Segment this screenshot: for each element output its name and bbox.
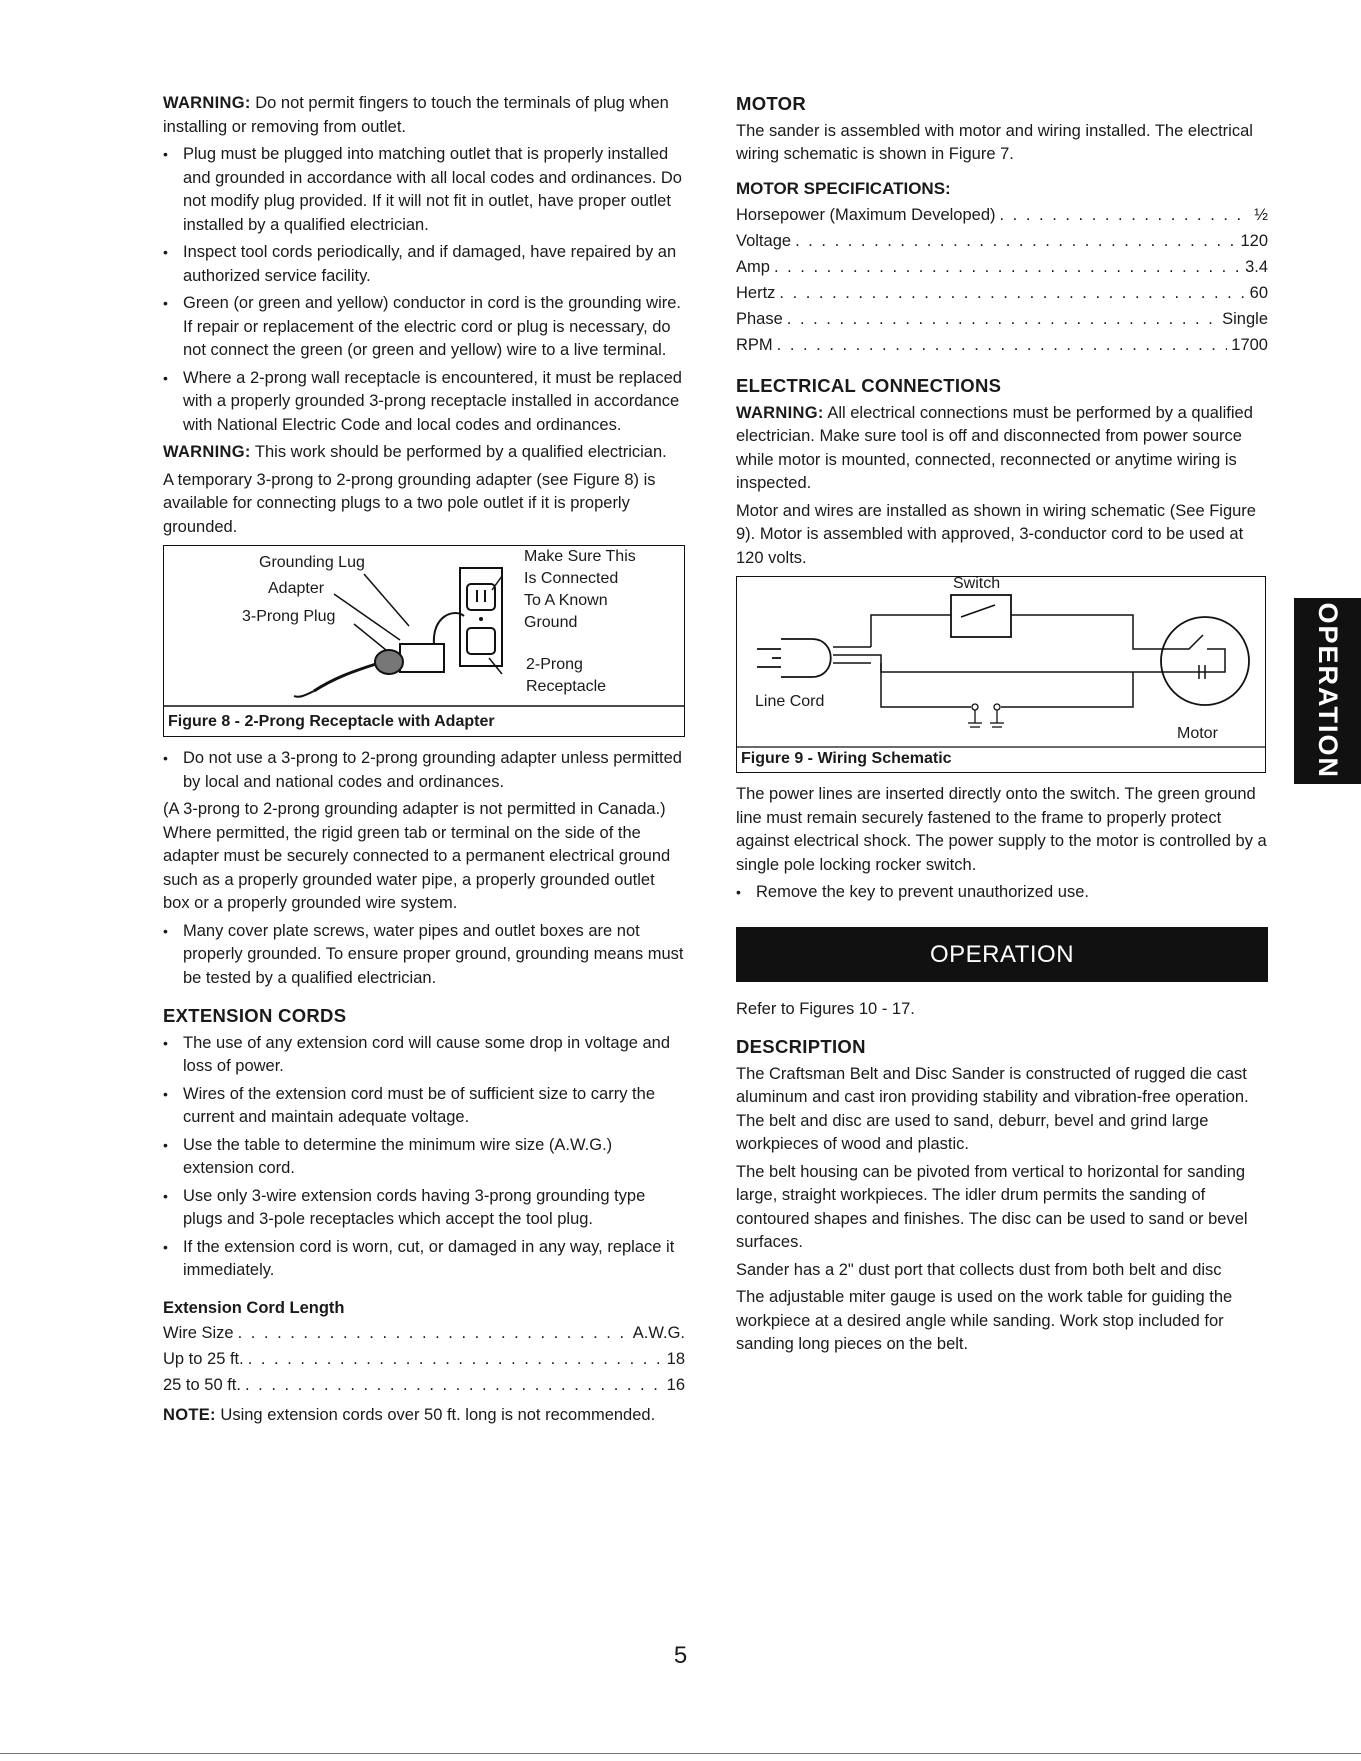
list-item: • Use the table to determine the minimum wire size (A.W.G.) extension cord. xyxy=(163,1134,685,1181)
row-value: A.W.G. xyxy=(632,1324,685,1342)
table-row xyxy=(736,282,1268,308)
row-label: Hertz xyxy=(736,284,776,302)
wiring-paragraph: Motor and wires are installed as shown in wiring schematic (See Figure 9). Motor is assembled with approved, 3-conductor cord to be used at 120 volts. xyxy=(736,501,1256,567)
warning-electrician xyxy=(163,441,685,465)
note-paragraph xyxy=(163,1404,685,1428)
table-row xyxy=(163,1348,685,1374)
label-receptacle: Receptacle xyxy=(526,678,607,695)
note-text: Using extension cords over 50 ft. long is not recommended. xyxy=(215,1406,656,1424)
list-item: • Do not use a 3-prong to 2-prong grounding adapter unless permitted by local and national codes and ordinances. xyxy=(163,747,685,794)
row-value: 18 xyxy=(666,1350,685,1368)
electrical-warning xyxy=(736,402,1268,496)
operation-side-tab xyxy=(1294,598,1361,784)
row-label: Up to 25 ft. xyxy=(163,1350,244,1368)
label-motor: Motor xyxy=(1177,725,1218,742)
table-row xyxy=(163,1374,685,1400)
description-paragraph: The Craftsman Belt and Disc Sander is constructed of rugged die cast aluminum and cast iron providing stability and vibration-free operation. The belt and disc are used to sand, deburr, bevel and grind large workpieces of wood and plastic. xyxy=(736,1064,1249,1153)
label-switch: Switch xyxy=(953,575,1001,592)
description-paragraph: The belt housing can be pivoted from vertical to horizontal for sanding large, straight workpieces. The idler drum permits the sanding of contoured shapes and finishes. The disc can be used to sand or bevel surfaces. xyxy=(736,1162,1248,1251)
grounding-test-bullets xyxy=(163,920,685,991)
label-2-prong: 2-Prong xyxy=(526,656,583,673)
row-value: 3.4 xyxy=(1245,258,1268,276)
key-bullets xyxy=(736,881,1268,905)
list-item: • Inspect tool cords periodically, and if damaged, have repaired by an authorized service facility. xyxy=(163,241,685,288)
list-item: • Remove the key to prevent unauthorized use. xyxy=(736,881,1268,905)
page-number: 5 xyxy=(673,1642,688,1669)
warning-label: WARNING: xyxy=(736,403,824,422)
row-label: 25 to 50 ft. xyxy=(163,1376,241,1394)
table-row xyxy=(736,334,1268,360)
row-value: ½ xyxy=(1254,206,1268,224)
list-item: • Where a 2-prong wall receptacle is encountered, it must be replaced with a properly grounded 3-prong receptacle installed in accordance with National Electric Code and local codes and ordinances. xyxy=(163,367,685,438)
description-heading: DESCRIPTION xyxy=(736,1036,866,1057)
warning-text: Do not permit fingers to touch the terminals of plug when installing or removing from outlet. xyxy=(163,94,669,136)
label-make-sure-4: Ground xyxy=(524,614,578,631)
bottom-rule xyxy=(0,1753,1361,1754)
adapter-bullets xyxy=(163,747,685,794)
figure-9-caption: Figure 9 - Wiring Schematic xyxy=(741,750,952,767)
row-value: 120 xyxy=(1240,232,1268,250)
figure-8 xyxy=(163,545,685,737)
electrical-connections-heading: ELECTRICAL CONNECTIONS xyxy=(736,375,1002,396)
description-paragraph: The adjustable miter gauge is used on the work table for guiding the workpiece at a desired angle while sanding. Work stop included for sanding long pieces on the belt. xyxy=(736,1288,1233,1353)
extension-table-heading: Extension Cord Length xyxy=(163,1298,345,1317)
canada-paragraph: (A 3-prong to 2-prong grounding adapter is not permitted in Canada.) Where permitted, the rigid green tab or terminal on the side of the adapter must be securely connected to a permanent electrical ground such as a properly grounded water pipe, a properly grounded outlet box or a properly grounded wire system. xyxy=(163,800,671,912)
table-row xyxy=(163,1322,685,1348)
list-item: • If the extension cord is worn, cut, or damaged in any way, replace it immediately. xyxy=(163,1236,685,1283)
table-row xyxy=(736,308,1268,334)
row-value: Single xyxy=(1222,310,1268,328)
motor-paragraph: The sander is assembled with motor and wiring installed. The electrical wiring schematic is shown in Figure 7. xyxy=(736,121,1253,163)
table-row xyxy=(736,204,1268,230)
extension-bullets xyxy=(163,1032,685,1283)
motor-specs-heading: MOTOR SPECIFICATIONS: xyxy=(736,178,951,198)
row-value: 60 xyxy=(1249,284,1268,302)
list-item: • The use of any extension cord will cause some drop in voltage and loss of power. xyxy=(163,1032,685,1079)
figure-8-caption: Figure 8 - 2-Prong Receptacle with Adapter xyxy=(168,713,495,730)
label-make-sure-2: Is Connected xyxy=(524,570,619,587)
warning-plug xyxy=(163,92,685,139)
adapter-paragraph: A temporary 3-prong to 2-prong grounding adapter (see Figure 8) is available for connecting plugs to a two pole outlet if it is properly grounded. xyxy=(163,470,656,536)
row-value: 1700 xyxy=(1231,336,1268,354)
label-adapter: Adapter xyxy=(268,580,325,597)
list-item: • Many cover plate screws, water pipes and outlet boxes are not properly grounded. To ensure proper ground, grounding means must be tested by a qualified electrician. xyxy=(163,920,685,991)
power-paragraph: The power lines are inserted directly onto the switch. The green ground line must remain securely fastened to the frame to properly protect against electrical shock. The power supply to the motor is controlled by a single pole locking rocker switch. xyxy=(736,785,1267,874)
motor-specs-table xyxy=(736,204,1268,360)
operation-banner: OPERATION xyxy=(736,927,1268,982)
row-label: RPM xyxy=(736,336,773,354)
list-item: • Use only 3-wire extension cords having 3-prong grounding type plugs and 3-pole receptacles which accept the tool plug. xyxy=(163,1185,685,1232)
row-value: 16 xyxy=(666,1376,685,1394)
warning-label: WARNING: xyxy=(163,94,251,112)
table-row xyxy=(736,230,1268,256)
motor-heading: MOTOR xyxy=(736,93,807,114)
row-label: Voltage xyxy=(736,232,792,250)
left-column xyxy=(163,92,685,1432)
list-item: • Wires of the extension cord must be of sufficient size to carry the current and maintain adequate voltage. xyxy=(163,1083,685,1130)
extension-table xyxy=(163,1322,685,1400)
warning-label: WARNING: xyxy=(163,443,251,461)
grounding-bullets xyxy=(163,143,685,437)
side-tab-label: OPERATION xyxy=(1313,602,1344,780)
refer-figures: Refer to Figures 10 - 17. xyxy=(736,999,915,1018)
figure-9 xyxy=(736,576,1266,773)
table-row xyxy=(736,256,1268,282)
row-label: Horsepower (Maximum Developed) xyxy=(736,206,996,224)
right-column xyxy=(736,92,1268,1361)
label-grounding-lug: Grounding Lug xyxy=(259,554,365,571)
warning-text: This work should be performed by a qualified electrician. xyxy=(250,443,667,461)
label-line-cord: Line Cord xyxy=(755,693,825,710)
label-make-sure-3: To A Known xyxy=(524,592,608,609)
note-label: NOTE: xyxy=(163,1406,216,1424)
row-label: Amp xyxy=(736,258,770,276)
list-item: • Plug must be plugged into matching outlet that is properly installed and grounded in accordance with all local codes and ordinances. Do not modify plug provided. If it will not fit in outlet, have proper outlet installed by a qualified electrician. xyxy=(163,143,685,237)
row-label: Phase xyxy=(736,310,783,328)
list-item: • Green (or green and yellow) conductor in cord is the grounding wire. If repair or replacement of the electric cord or plug is necessary, do not connect the green (or green and yellow) wire to a live terminal. xyxy=(163,292,685,363)
extension-cords-heading: EXTENSION CORDS xyxy=(163,1005,347,1026)
label-make-sure-1: Make Sure This xyxy=(524,548,636,565)
row-label: Wire Size xyxy=(163,1324,234,1342)
warning-text: All electrical connections must be performed by a qualified electrician. Make sure tool is off and disconnected from power source while motor is mounted, connected, reconnected or anytime wiring is inspected. xyxy=(736,403,1253,492)
description-paragraph: Sander has a 2" dust port that collects dust from both belt and disc xyxy=(736,1260,1222,1279)
label-3-prong-plug: 3-Prong Plug xyxy=(242,608,336,625)
